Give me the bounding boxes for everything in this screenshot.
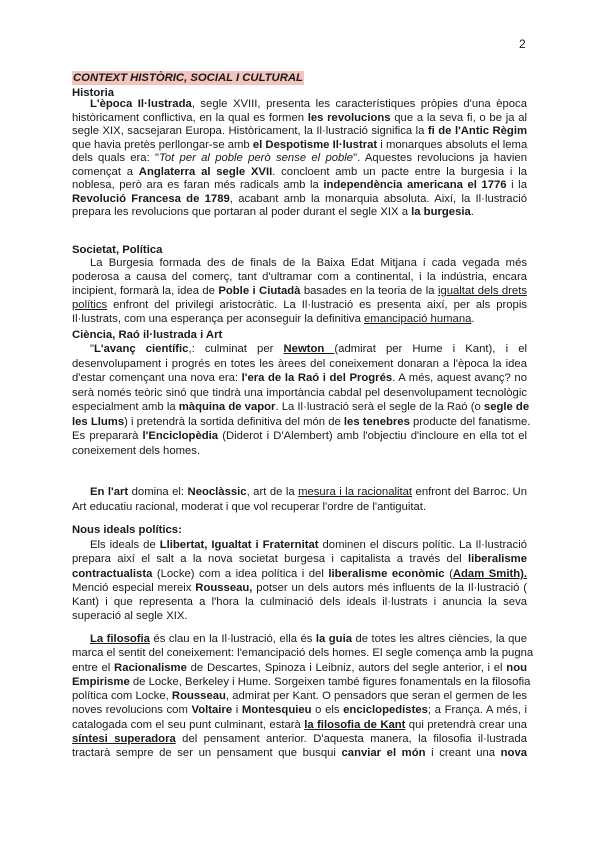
text-line xyxy=(72,312,527,326)
text-run: , admirat per Kant. O pensadors que seran el germen de les xyxy=(225,690,527,703)
text-line xyxy=(72,342,527,357)
section-heading: Historia xyxy=(72,87,115,99)
text-run: enfront del Barroc. Un xyxy=(412,486,528,498)
bold-text: enciclopedistes xyxy=(343,704,428,717)
text-run: (Diderot i D'Alembert) amb l'objectiu d'incloure en ella tot el xyxy=(218,430,527,442)
text-line xyxy=(72,595,527,609)
text-run: ; a França. A més, i xyxy=(427,704,528,717)
paragraph xyxy=(72,342,531,458)
text-run: coneixement dels homes. xyxy=(72,444,201,457)
text-run: segle XIX, sacsejaran Europa. Històricament, la Il·lustració significa la xyxy=(72,125,428,137)
text-run: (Locke) com a idea política i del xyxy=(152,567,329,580)
text-run: dominen el discurs polític. La Il·lustració xyxy=(318,539,527,551)
text-run: . La Il·lustració serà el segle de la Raó (o xyxy=(275,401,484,413)
text-run: " xyxy=(90,343,95,355)
text-run: (admirat per Hume i Kant), i el xyxy=(334,343,527,355)
paragraph xyxy=(72,632,534,761)
text-run: tractarà sempre de ser un pensament que busqui xyxy=(72,747,342,760)
text-line xyxy=(72,98,527,112)
text-line xyxy=(72,429,527,444)
text-run: ) i pretendrà la sortida definitiva del món de xyxy=(124,415,344,428)
bold-text: l'era de la Raó i del Progrés xyxy=(241,372,393,384)
text-run: desenvolupament i progrés en totes les àrees del coneixement donaran a l'època la idea xyxy=(72,357,527,370)
text-run: potser un dels autors més influents de la Il·lustració ( xyxy=(252,581,527,594)
text-line xyxy=(72,386,527,401)
underlined-text: polítics xyxy=(72,299,108,311)
text-run: històricament conflictiva, en la qual es formen xyxy=(72,111,308,124)
text-line xyxy=(72,500,527,515)
paragraph xyxy=(72,485,527,514)
text-line xyxy=(72,112,527,126)
text-line xyxy=(72,371,527,386)
text-run: , acabant amb la monarquia absoluta. Així, la Il·lustració xyxy=(229,192,528,205)
text-run: d'estar començant una nova era: xyxy=(72,372,242,384)
text-run: entre el xyxy=(72,661,115,674)
text-run: poderosa a causa del comerç, tant d'ultramar com a continental, i la indústria, encara xyxy=(72,271,527,283)
bold-text: Llibertat, Igualtat i Fraternitat xyxy=(159,539,319,551)
bold-text: Racionalisme xyxy=(114,661,187,674)
text-line xyxy=(72,166,527,180)
text-run: de Locke, Berkeley i Hume. Sorgeixen també figures fonamentals en la filosofia xyxy=(129,675,531,688)
underlined-text: La filosofia xyxy=(90,633,150,645)
text-run: superació al segle XIX. xyxy=(72,610,188,623)
bold-text: En l'art xyxy=(90,486,129,498)
text-run: i la xyxy=(506,179,527,191)
text-run: . A més, aquest avanç? no xyxy=(392,372,527,384)
bold-text: L'època Il·lustrada xyxy=(90,98,192,110)
bold-text: les revolucions xyxy=(307,111,391,124)
text-line xyxy=(72,689,527,703)
bold-text: L'avanç científic xyxy=(94,343,189,355)
bold-text: Neoclàssic xyxy=(187,486,247,498)
text-run: és clau en la Il·lustració, ella és xyxy=(149,633,316,645)
text-run: dels quals era: " xyxy=(72,152,159,164)
text-line xyxy=(72,444,527,459)
text-run: domina el: xyxy=(128,486,188,498)
bold-text: independència americana el 1776 xyxy=(323,179,507,191)
text-run: i monarques absoluts el lema xyxy=(377,138,528,151)
underlined-text: Newton xyxy=(283,343,335,355)
text-line xyxy=(72,152,527,166)
text-line xyxy=(72,646,534,660)
text-run: producte del fanatisme. xyxy=(409,415,531,428)
text-run: o els xyxy=(311,704,344,717)
text-run: Art educatiu racional, moderat i que vol recuperar l'ordre de l'antiguitat. xyxy=(72,500,427,513)
text-line xyxy=(72,609,527,623)
underlined-text: emancipació humana xyxy=(364,313,472,325)
bold-text: l'Enciclopèdia xyxy=(142,430,219,442)
bold-text: màquina de vapor xyxy=(178,401,276,413)
text-run: , segle XVIII, presenta les característiques pròpies d'una època xyxy=(191,98,527,110)
text-run: i creant una xyxy=(425,747,501,760)
text-line xyxy=(72,552,527,566)
text-run: . xyxy=(471,313,475,325)
text-run: que havia pretès perllongar-se amb xyxy=(72,138,253,151)
text-run: incipient, formarà la, idea de xyxy=(72,285,219,297)
text-run: Es prepararà xyxy=(72,430,143,442)
text-line xyxy=(72,415,531,430)
page-number: 2 xyxy=(519,37,526,51)
text-run: noves revolucions com xyxy=(72,704,192,717)
bold-text: Rousseau xyxy=(171,690,226,703)
bold-text: liberalisme xyxy=(467,553,527,566)
text-line xyxy=(72,746,527,760)
bold-text: nou xyxy=(506,661,527,674)
text-run: Kant) i que representa a l'hora la culminació dels ideals il·lustrats i anuncia la seva xyxy=(72,596,527,609)
text-line xyxy=(72,400,530,415)
text-run: ,: culminat per xyxy=(188,343,284,355)
text-line xyxy=(72,270,527,284)
paragraph xyxy=(72,98,527,220)
text-line xyxy=(72,538,527,552)
italic-text: Tot per al poble però sense el poble xyxy=(159,152,354,164)
paragraph xyxy=(72,538,527,624)
bold-text: la guia xyxy=(315,633,352,645)
text-run: , art de la xyxy=(246,486,299,498)
section-heading: Societat, Política xyxy=(72,244,163,256)
text-line xyxy=(72,357,527,372)
text-run: noblesa, però ara es faran més radicals amb la xyxy=(72,179,324,191)
text-run: basades en la teoria de la xyxy=(300,285,438,297)
text-run: ( xyxy=(444,567,453,580)
text-run: marca el sentit del coneixement: l'emancipació dels homes. El segle comença amb la pugna xyxy=(72,647,534,660)
bold-text: Anglaterra al segle XVII xyxy=(138,165,273,178)
text-run: qui pretendrà crear una xyxy=(405,718,528,731)
bold-text: fi de l'Antic Règim xyxy=(427,125,528,137)
text-run: i xyxy=(232,704,242,717)
bold-text: segle de xyxy=(483,401,530,413)
bold-text: nova xyxy=(500,747,528,760)
underlined-text: Adam Smith). xyxy=(452,567,528,580)
text-line xyxy=(72,732,527,746)
text-line xyxy=(72,298,527,312)
text-run: de totes les altres ciències, la que xyxy=(352,633,527,645)
text-run: especialment amb la xyxy=(72,401,179,413)
text-run: que a la seva fi, o be ja al xyxy=(390,111,527,124)
bold-text: Rousseau, xyxy=(195,581,253,594)
text-line xyxy=(72,179,527,193)
underlined-text: síntesi superadora xyxy=(72,733,176,746)
document-title: CONTEXT HISTÒRIC, SOCIAL I CULTURAL xyxy=(73,72,303,84)
text-line xyxy=(72,256,527,270)
text-run: . concloent amb un pacte entre la burgesia i la xyxy=(272,165,527,178)
text-run: La Burgesia formada des de finals de la Baixa Edat Mitjana i cada vegada més xyxy=(90,257,527,269)
text-line xyxy=(72,284,527,298)
text-run: prepara les revolucions que portaran al poder durant el segle XIX a xyxy=(72,206,412,218)
text-run: Els ideals de xyxy=(90,539,160,551)
bold-text: Voltaire xyxy=(191,704,233,717)
text-line xyxy=(72,661,527,675)
text-line xyxy=(72,193,527,207)
text-run: Il·lustrats, com una esperança per aconseguir la definitiva xyxy=(72,313,364,325)
bold-text: Revolució Francesa de 1789 xyxy=(72,192,230,205)
text-line xyxy=(72,581,527,595)
text-line xyxy=(72,703,527,717)
text-run: política com Locke, xyxy=(72,690,172,703)
bold-text: la burgesia xyxy=(411,206,471,218)
bold-text: contractualista xyxy=(72,567,153,580)
text-run: serà només teòric sinó que tindrà una importància cabdal pel desenvolupament tecnològic xyxy=(72,386,527,399)
section-heading: Nous ideals polítics: xyxy=(72,524,182,536)
text-line xyxy=(72,632,527,646)
bold-text: les Llums xyxy=(72,415,125,428)
section-heading: Ciència, Raó il·lustrada i Art xyxy=(72,329,223,341)
text-run: . xyxy=(470,206,474,218)
bold-text: Empirisme xyxy=(72,675,130,688)
text-line xyxy=(72,567,527,581)
paragraph xyxy=(72,256,527,326)
text-run: Menció especial mereix xyxy=(72,581,196,594)
bold-text: Poble i Ciutadà xyxy=(218,285,301,297)
text-run: ". Aquestes revolucions ja havien xyxy=(353,152,527,164)
text-run: enfront del privilegi aristocràtic. La Il·lustració es presenta així, per als propis xyxy=(107,299,527,311)
bold-text: Montesquieu xyxy=(241,704,312,717)
bold-text: liberalisme econòmic xyxy=(328,567,445,580)
text-run: del pensament anterior. D'aquesta manera, la filosofia il·lustrada xyxy=(175,733,527,746)
text-line xyxy=(72,139,527,153)
text-line xyxy=(72,485,527,500)
text-line xyxy=(72,206,527,220)
text-line xyxy=(72,125,527,139)
bold-text: les tenebres xyxy=(343,415,410,428)
document-title-block xyxy=(72,71,527,85)
bold-text: canviar el món xyxy=(341,747,426,760)
text-line xyxy=(72,675,531,689)
underlined-text: mesura i la racionalitat xyxy=(298,486,413,498)
text-run: començat a xyxy=(72,165,139,178)
text-line xyxy=(72,718,527,732)
underlined-text: la filosofia de Kant xyxy=(304,718,406,731)
underlined-text: igualtat dels drets xyxy=(437,285,527,297)
text-run: catalogada com el seu punt culminant, estarà xyxy=(72,718,305,731)
bold-text: el Despotisme Il·lustrat xyxy=(252,138,378,151)
text-run: prepara així el salt a la nova societat burgesa i capitalista a través del xyxy=(72,553,468,566)
text-run: de Descartes, Spinoza i Leibniz, autors del segle anterior, i el xyxy=(186,661,507,674)
